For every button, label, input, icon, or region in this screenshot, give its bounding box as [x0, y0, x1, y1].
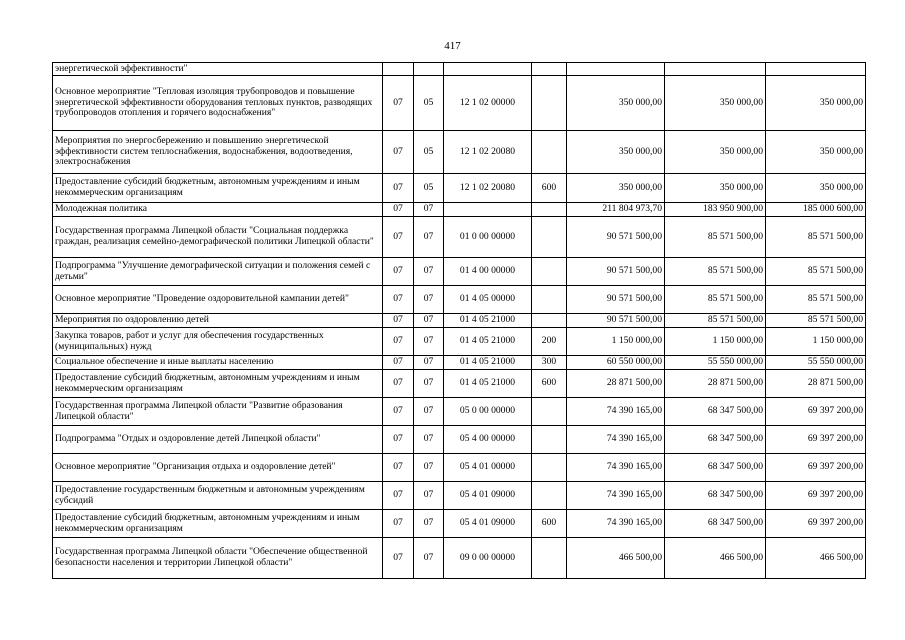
- target-article-cell: 05 4 01 09000: [444, 510, 532, 538]
- amount-year3-cell: 350 000,00: [766, 174, 866, 203]
- budget-table: [52, 62, 866, 579]
- amount-year1-cell: 74 390 165,00: [567, 510, 665, 538]
- expense-type-cell: 300: [532, 356, 567, 370]
- amount-year2-cell: 68 347 500,00: [665, 510, 766, 538]
- expense-type-cell: [532, 482, 567, 510]
- section-code-cell: 07: [383, 482, 414, 510]
- amount-year1-cell: 60 550 000,00: [567, 356, 665, 370]
- target-article-cell: 12 1 02 20080: [444, 131, 532, 174]
- amount-year1-cell: 74 390 165,00: [567, 454, 665, 482]
- amount-year1-cell: 74 390 165,00: [567, 482, 665, 510]
- target-article-cell: 01 4 05 21000: [444, 356, 532, 370]
- expense-type-cell: [532, 538, 567, 579]
- amount-year2-cell: 85 571 500,00: [665, 314, 766, 328]
- expense-name-cell: Основное мероприятие "Проведение оздоровительной кампании детей": [53, 286, 383, 314]
- amount-year3-cell: 185 000 600,00: [766, 203, 866, 217]
- table-row: [53, 314, 866, 328]
- amount-year1-cell: 350 000,00: [567, 76, 665, 131]
- target-article-cell: 05 4 01 09000: [444, 482, 532, 510]
- section-code-cell: 07: [383, 370, 414, 398]
- expense-name-cell: Государственная программа Липецкой области "Обеспечение общественной безопасности населения и территории Липецкой области": [53, 538, 383, 579]
- subsection-code-cell: 07: [414, 314, 444, 328]
- amount-year1-cell: 350 000,00: [567, 131, 665, 174]
- expense-type-cell: 600: [532, 174, 567, 203]
- expense-type-cell: [532, 426, 567, 454]
- amount-year1-cell: 211 804 973,70: [567, 203, 665, 217]
- expense-name-cell: Предоставление субсидий бюджетным, автономным учреждениям и иным некоммерческим организациям: [53, 370, 383, 398]
- expense-type-cell: [532, 203, 567, 217]
- section-code-cell: 07: [383, 426, 414, 454]
- amount-year3-cell: 69 397 200,00: [766, 482, 866, 510]
- expense-name-cell: Основное мероприятие "Организация отдыха и оздоровление детей": [53, 454, 383, 482]
- subsection-code-cell: 07: [414, 370, 444, 398]
- section-code-cell: 07: [383, 286, 414, 314]
- expense-name-cell: Подпрограмма "Улучшение демографической ситуации и положения семей с детьми": [53, 258, 383, 286]
- subsection-code-cell: 07: [414, 398, 444, 426]
- expense-type-cell: [532, 398, 567, 426]
- amount-year3-cell: 85 571 500,00: [766, 258, 866, 286]
- amount-year2-cell: 466 500,00: [665, 538, 766, 579]
- expense-type-cell: [532, 76, 567, 131]
- target-article-cell: 12 1 02 20080: [444, 174, 532, 203]
- target-article-cell: 01 4 05 21000: [444, 314, 532, 328]
- expense-name-cell: Подпрограмма "Отдых и оздоровление детей Липецкой области": [53, 426, 383, 454]
- section-code-cell: 07: [383, 174, 414, 203]
- amount-year3-cell: 85 571 500,00: [766, 217, 866, 258]
- subsection-code-cell: 07: [414, 286, 444, 314]
- subsection-code-cell: 05: [414, 131, 444, 174]
- amount-year3-cell: 28 871 500,00: [766, 370, 866, 398]
- expense-name-cell: Основное мероприятие "Тепловая изоляция трубопроводов и повышение энергетической эффективности оборудования тепловых пунктов, разводящих трубопроводов отопления и горячего водоснабжения": [53, 76, 383, 131]
- amount-year2-cell: 183 950 900,00: [665, 203, 766, 217]
- budget-table-body: [53, 63, 866, 579]
- amount-year2-cell: 85 571 500,00: [665, 217, 766, 258]
- table-row: [53, 482, 866, 510]
- target-article-cell: 01 0 00 00000: [444, 217, 532, 258]
- subsection-code-cell: 07: [414, 454, 444, 482]
- amount-year1-cell: 74 390 165,00: [567, 398, 665, 426]
- amount-year1-cell: 90 571 500,00: [567, 314, 665, 328]
- table-row: [53, 398, 866, 426]
- subsection-code-cell: 05: [414, 76, 444, 131]
- expense-type-cell: 600: [532, 370, 567, 398]
- amount-year1-cell: 90 571 500,00: [567, 217, 665, 258]
- section-code-cell: 07: [383, 510, 414, 538]
- expense-name-cell: Государственная программа Липецкой области "Развитие образования Липецкой области": [53, 398, 383, 426]
- subsection-code-cell: 07: [414, 426, 444, 454]
- amount-year3-cell: 85 571 500,00: [766, 286, 866, 314]
- section-code-cell: 07: [383, 258, 414, 286]
- subsection-code-cell: [414, 63, 444, 76]
- expense-name-cell: Молодежная политика: [53, 203, 383, 217]
- table-row: [53, 76, 866, 131]
- amount-year1-cell: [567, 63, 665, 76]
- section-code-cell: 07: [383, 217, 414, 258]
- expense-type-cell: [532, 454, 567, 482]
- amount-year2-cell: 350 000,00: [665, 131, 766, 174]
- target-article-cell: 01 4 00 00000: [444, 258, 532, 286]
- amount-year3-cell: 55 550 000,00: [766, 356, 866, 370]
- expense-name-cell: Предоставление субсидий бюджетным, автономным учреждениям и иным некоммерческим организациям: [53, 174, 383, 203]
- table-row: [53, 426, 866, 454]
- amount-year1-cell: 1 150 000,00: [567, 328, 665, 356]
- table-row: [53, 131, 866, 174]
- expense-name-cell: Предоставление государственным бюджетным и автономным учреждениям субсидий: [53, 482, 383, 510]
- amount-year2-cell: 85 571 500,00: [665, 258, 766, 286]
- target-article-cell: 01 4 05 21000: [444, 370, 532, 398]
- expense-type-cell: 600: [532, 510, 567, 538]
- expense-name-cell: Мероприятия по энергосбережению и повышению энергетической эффективности систем теплоснабжения, водоснабжения, водоотведения, электроснабжения: [53, 131, 383, 174]
- target-article-cell: 01 4 05 00000: [444, 286, 532, 314]
- amount-year3-cell: 1 150 000,00: [766, 328, 866, 356]
- amount-year2-cell: 68 347 500,00: [665, 426, 766, 454]
- table-row: [53, 286, 866, 314]
- subsection-code-cell: 07: [414, 258, 444, 286]
- subsection-code-cell: 07: [414, 328, 444, 356]
- amount-year1-cell: 350 000,00: [567, 174, 665, 203]
- table-row: [53, 356, 866, 370]
- section-code-cell: 07: [383, 398, 414, 426]
- expense-name-cell: Закупка товаров, работ и услуг для обеспечения государственных (муниципальных) нужд: [53, 328, 383, 356]
- subsection-code-cell: 07: [414, 482, 444, 510]
- amount-year3-cell: 69 397 200,00: [766, 426, 866, 454]
- section-code-cell: 07: [383, 538, 414, 579]
- section-code-cell: 07: [383, 76, 414, 131]
- target-article-cell: 12 1 02 00000: [444, 76, 532, 131]
- expense-name-cell: Мероприятия по оздоровлению детей: [53, 314, 383, 328]
- amount-year1-cell: 90 571 500,00: [567, 286, 665, 314]
- expense-name-cell: Социальное обеспечение и иные выплаты населению: [53, 356, 383, 370]
- section-code-cell: 07: [383, 203, 414, 217]
- table-row: [53, 370, 866, 398]
- target-article-cell: 05 0 00 00000: [444, 398, 532, 426]
- expense-name-cell: Государственная программа Липецкой области "Социальная поддержка граждан, реализация семейно-демографической политики Липецкой области": [53, 217, 383, 258]
- amount-year2-cell: [665, 63, 766, 76]
- subsection-code-cell: 07: [414, 538, 444, 579]
- expense-type-cell: [532, 314, 567, 328]
- target-article-cell: [444, 203, 532, 217]
- amount-year1-cell: 28 871 500,00: [567, 370, 665, 398]
- section-code-cell: 07: [383, 131, 414, 174]
- table-row: [53, 328, 866, 356]
- subsection-code-cell: 07: [414, 510, 444, 538]
- amount-year2-cell: 350 000,00: [665, 174, 766, 203]
- page-number: 417: [444, 40, 461, 52]
- amount-year2-cell: 68 347 500,00: [665, 398, 766, 426]
- target-article-cell: 09 0 00 00000: [444, 538, 532, 579]
- expense-type-cell: [532, 258, 567, 286]
- expense-name-cell: энергетической эффективности": [53, 63, 383, 76]
- amount-year2-cell: 55 550 000,00: [665, 356, 766, 370]
- amount-year3-cell: 69 397 200,00: [766, 510, 866, 538]
- expense-type-cell: [532, 217, 567, 258]
- amount-year2-cell: 68 347 500,00: [665, 482, 766, 510]
- expense-type-cell: [532, 63, 567, 76]
- amount-year3-cell: 85 571 500,00: [766, 314, 866, 328]
- table-row: [53, 258, 866, 286]
- amount-year1-cell: 90 571 500,00: [567, 258, 665, 286]
- section-code-cell: 07: [383, 356, 414, 370]
- amount-year2-cell: 1 150 000,00: [665, 328, 766, 356]
- subsection-code-cell: 07: [414, 217, 444, 258]
- target-article-cell: 05 4 01 00000: [444, 454, 532, 482]
- subsection-code-cell: 07: [414, 203, 444, 217]
- expense-type-cell: [532, 286, 567, 314]
- expense-type-cell: [532, 131, 567, 174]
- target-article-cell: 05 4 00 00000: [444, 426, 532, 454]
- table-row: [53, 538, 866, 579]
- table-row: [53, 174, 866, 203]
- table-row: [53, 203, 866, 217]
- section-code-cell: [383, 63, 414, 76]
- amount-year2-cell: 85 571 500,00: [665, 286, 766, 314]
- table-row: [53, 510, 866, 538]
- amount-year2-cell: 28 871 500,00: [665, 370, 766, 398]
- section-code-cell: 07: [383, 328, 414, 356]
- amount-year3-cell: 350 000,00: [766, 131, 866, 174]
- amount-year2-cell: 68 347 500,00: [665, 454, 766, 482]
- target-article-cell: 01 4 05 21000: [444, 328, 532, 356]
- amount-year2-cell: 350 000,00: [665, 76, 766, 131]
- section-code-cell: 07: [383, 454, 414, 482]
- amount-year3-cell: 69 397 200,00: [766, 454, 866, 482]
- amount-year3-cell: [766, 63, 866, 76]
- amount-year3-cell: 350 000,00: [766, 76, 866, 131]
- table-row: [53, 217, 866, 258]
- amount-year1-cell: 74 390 165,00: [567, 426, 665, 454]
- expense-name-cell: Предоставление субсидий бюджетным, автономным учреждениям и иным некоммерческим организациям: [53, 510, 383, 538]
- amount-year1-cell: 466 500,00: [567, 538, 665, 579]
- expense-type-cell: 200: [532, 328, 567, 356]
- subsection-code-cell: 07: [414, 356, 444, 370]
- section-code-cell: 07: [383, 314, 414, 328]
- amount-year3-cell: 466 500,00: [766, 538, 866, 579]
- amount-year3-cell: 69 397 200,00: [766, 398, 866, 426]
- table-row: [53, 454, 866, 482]
- subsection-code-cell: 05: [414, 174, 444, 203]
- table-row: [53, 63, 866, 76]
- target-article-cell: [444, 63, 532, 76]
